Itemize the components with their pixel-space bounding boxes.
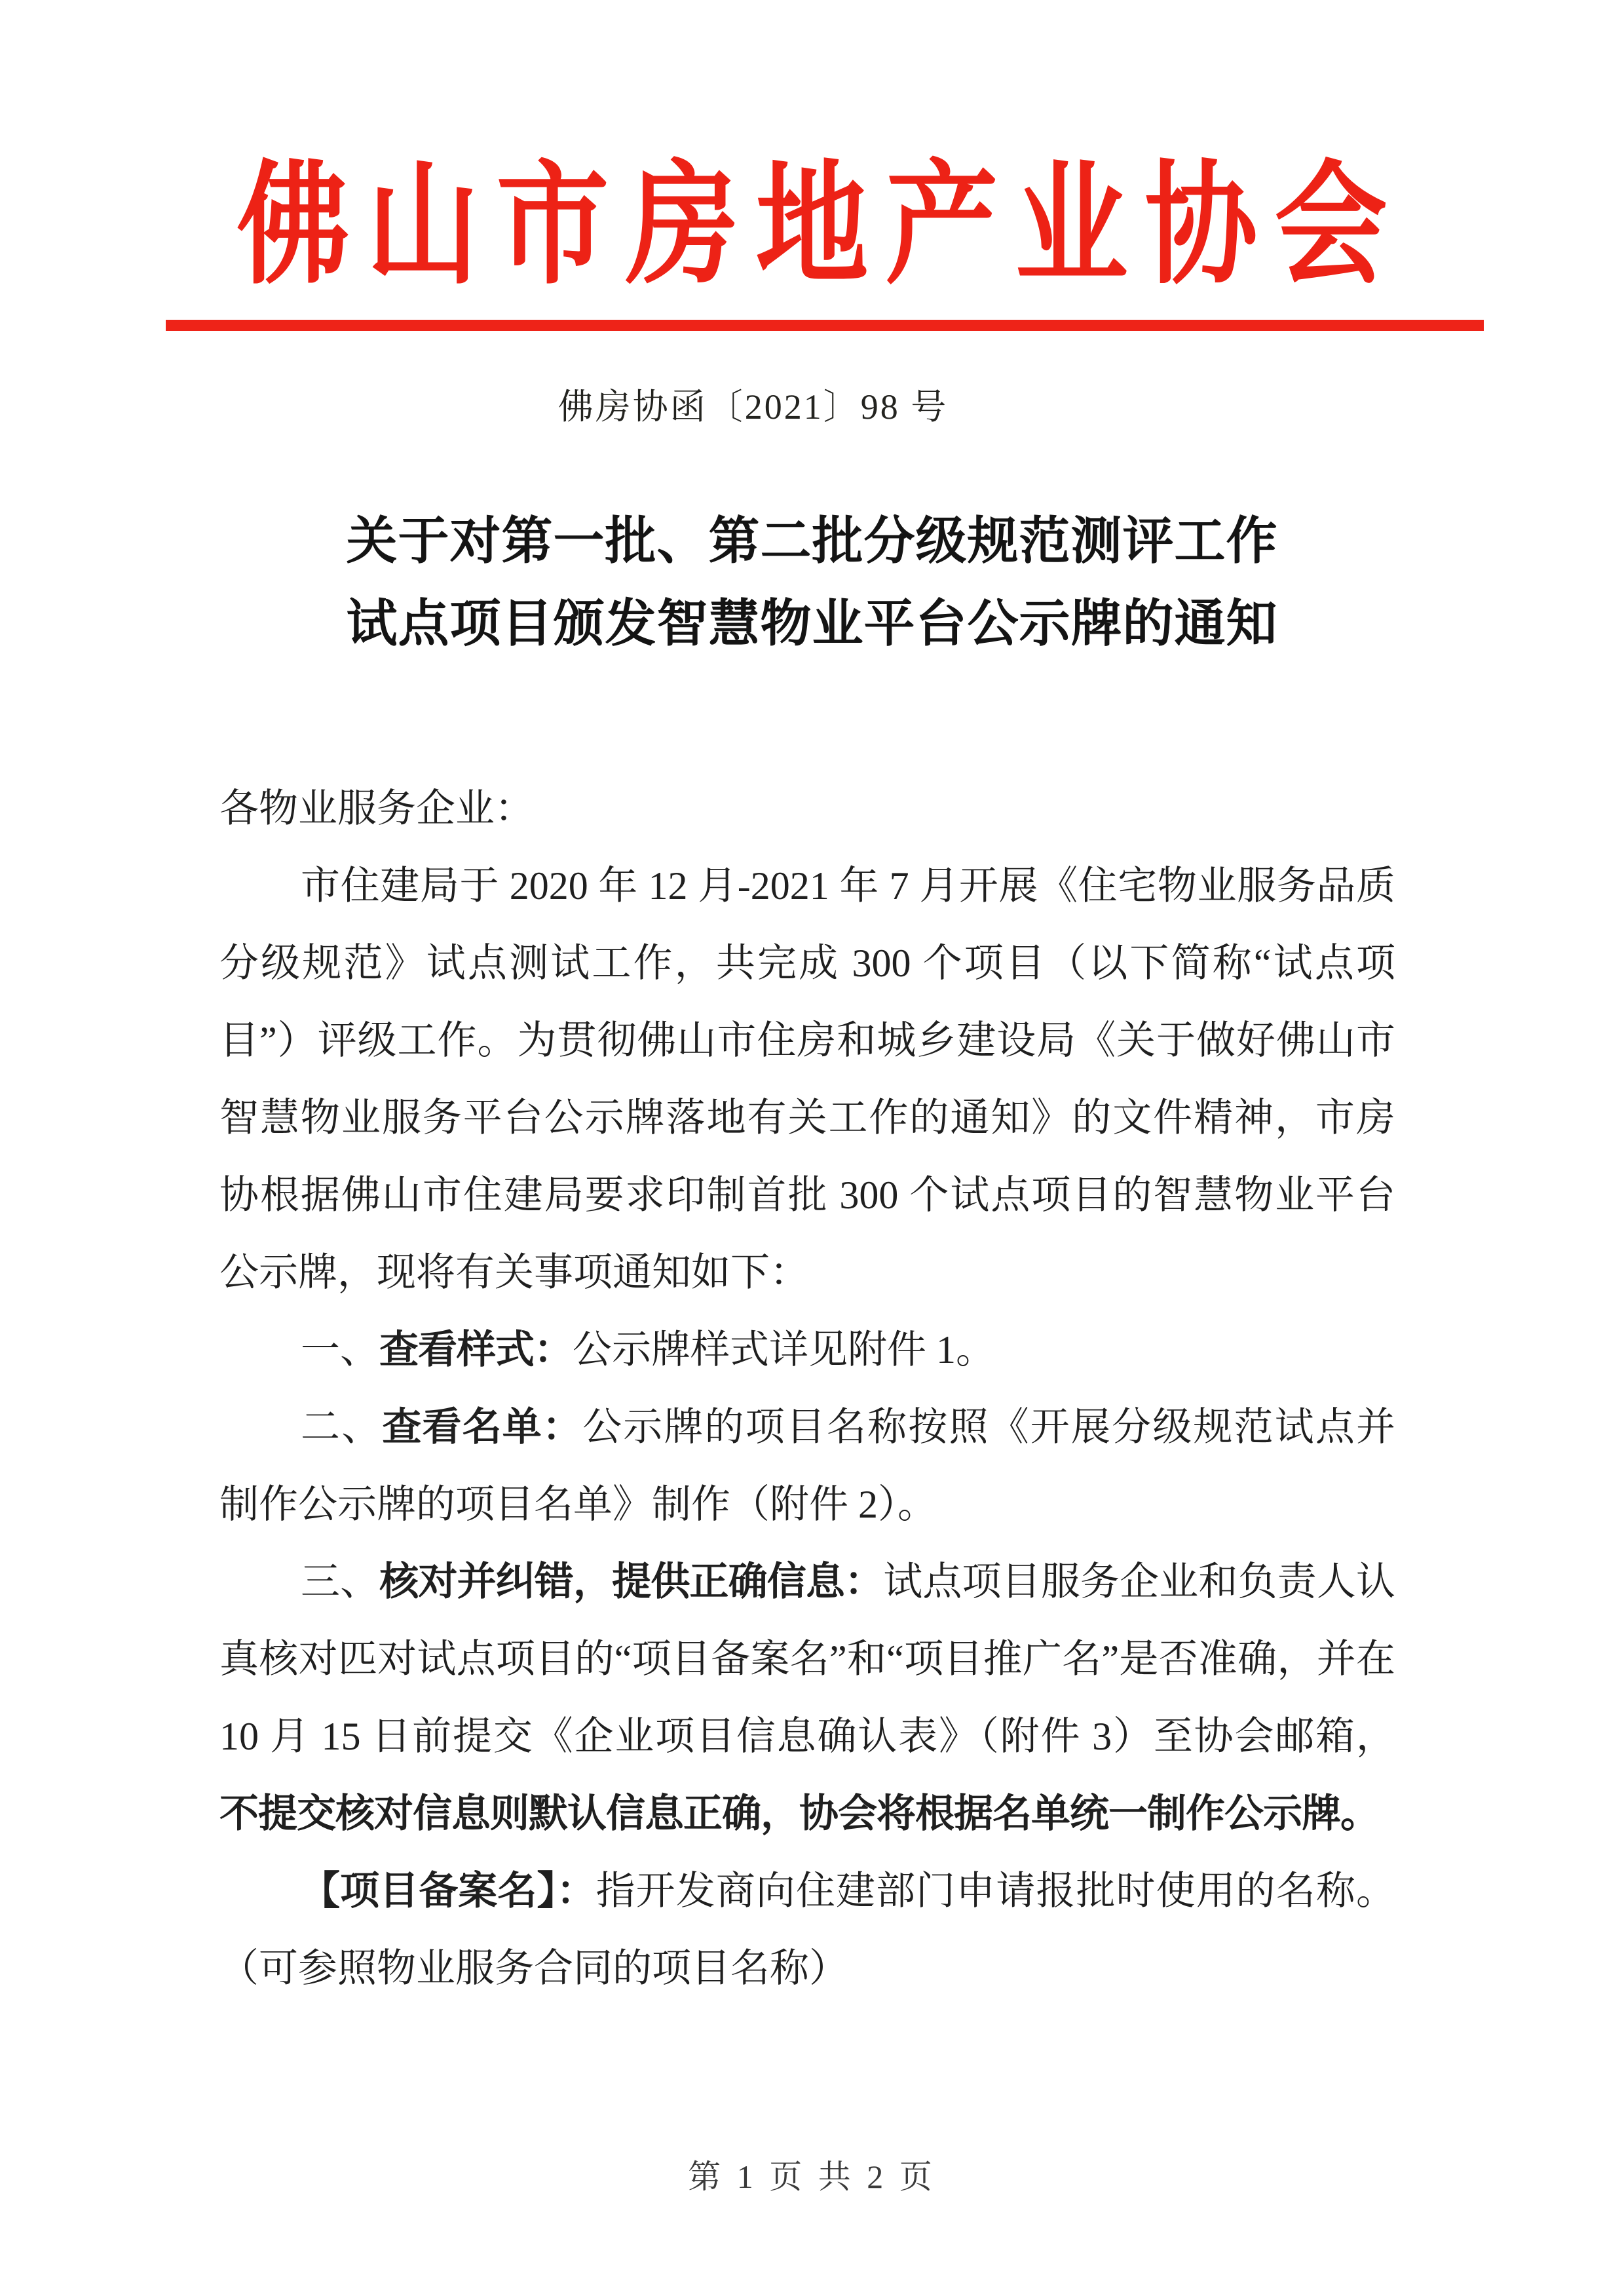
item-2-marker: 二、 [301,1406,383,1449]
list-item-2 [219,1388,1395,1543]
list-item-3 [219,1543,1395,1852]
item-3-emphasis: 不提交核对信息则默认信息正确，协会将根据名单统一制作公示牌。 [219,1791,1379,1835]
item-3-text: 试点项目服务企业和负责人认真核对匹对试点项目的“项目备案名”和“项目推广名”是否准确，并在 10 月 15 日前提交《企业项目信息确认表》（附件 3）至协会邮箱， [219,1560,1396,1758]
organization-name: 佛山市房地产业协会 [236,153,1405,301]
letterhead [0,153,1624,301]
title-line-2: 试点项目颁发智慧物业平台公示牌的通知 [346,594,1278,652]
definition-text: 指开发商向住建部门申请报批时使用的名称。（可参照物业服务合同的项目名称） [219,1869,1395,1990]
item-2-heading: 查看名单： [382,1405,583,1449]
document-body [219,770,1395,2007]
item-2-text: 公示牌的项目名称按照《开展分级规范试点并制作公示牌的项目名单》制作（附件 2）。 [219,1406,1396,1526]
title-line-1: 关于对第一批、第二批分级规范测评工作 [346,512,1278,569]
item-1-text: 公示牌样式详见附件 1。 [573,1328,995,1371]
salutation: 各物业服务企业： [219,787,534,830]
item-3-heading: 核对并纠错，提供正确信息： [379,1559,884,1603]
item-1-marker: 一、 [301,1328,379,1371]
page-title [0,499,1624,664]
item-3-marker: 三、 [301,1560,380,1603]
item-1-heading: 查看样式： [379,1328,573,1371]
page-footer: 第 1 页 共 2 页 [688,2158,936,2195]
list-item-1 [219,1311,1395,1388]
letterhead-rule [166,320,1484,331]
paragraph-intro: 市住建局于 2020 年 12 月-2021 年 7 月开展《住宅物业服务品质分级规范》试点测试工作，共完成 300 个项目（以下简称“试点项目”）评级工作。为贯彻佛山市住房和城乡建设局《关于做好佛山市智慧物业服务平台公示牌落地有关工作的通知》的文件精神，市房协根据佛山市住建局要求印制首批 300 个试点项目的智慧物业平台公示牌，现将有关事项通知如下： [219,864,1395,1294]
document-number: 佛房协函〔2021〕98 号 [557,387,949,427]
definition-term: 【项目备案名】： [301,1869,596,1913]
definition-note [219,1852,1395,2007]
